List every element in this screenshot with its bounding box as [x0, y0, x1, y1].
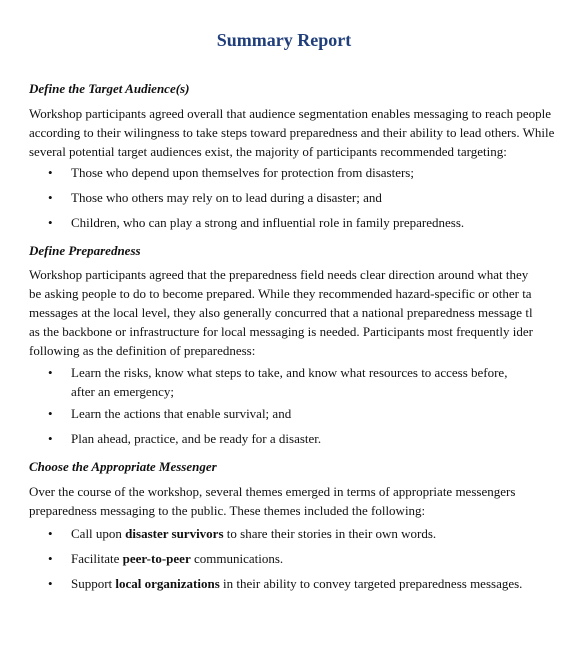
list-item-text: Call upon [71, 526, 126, 541]
list-item [71, 524, 576, 543]
list-item-emphasis: local organizations [115, 576, 220, 591]
bullet-marker: • [48, 190, 53, 205]
list-item [71, 188, 576, 207]
list-item-emphasis: peer-to-peer [122, 551, 191, 566]
list-item [71, 429, 576, 448]
list-item [71, 213, 576, 232]
list-item-text: communications. [190, 551, 284, 566]
list-item-text: Facilitate [71, 551, 123, 566]
paragraph-line: preparedness messaging to the public. These themes included the following: [29, 503, 426, 518]
list-item-text: Learn the risks, know what steps to take, and know what resources to access before, [71, 365, 508, 380]
list-item-text: to share their stories in their own words. [223, 526, 437, 541]
list-item-text: Support [71, 576, 116, 591]
bullet-marker: • [48, 576, 53, 591]
section-paragraph [29, 265, 580, 360]
bullet-marker: • [48, 406, 53, 421]
paragraph-line: Workshop participants agreed overall that audience segmentation enables messaging to reach people [29, 106, 552, 121]
paragraph-line: following as the definition of preparedness: [29, 343, 256, 358]
paragraph-line: be asking people to do to become prepared. While they recommended hazard-specific or other ta [29, 286, 532, 301]
paragraph-line: as the backbone or infrastructure for local messaging is needed. Participants most frequently ider [29, 324, 533, 339]
list-item-text: Plan ahead, practice, and be ready for a disaster. [71, 431, 322, 446]
paragraph-line: Workshop participants agreed that the preparedness field needs clear direction around what they [29, 267, 529, 282]
paragraph-line: several potential target audiences exist, the majority of participants recommended targeting: [29, 144, 507, 159]
list-item [71, 549, 576, 568]
bullet-marker: • [48, 526, 53, 541]
section-heading-target-audience: Define the Target Audience(s) [29, 81, 190, 96]
list-item-text: after an emergency; [71, 384, 174, 399]
list-item-text: Those who others may rely on to lead during a disaster; and [71, 190, 382, 205]
list-item-text: Those who depend upon themselves for protection from disasters; [71, 165, 414, 180]
section-paragraph [29, 104, 580, 161]
list-item [71, 163, 576, 182]
list-item-emphasis: disaster survivors [125, 526, 224, 541]
bullet-marker: • [48, 165, 53, 180]
bullet-marker: • [48, 551, 53, 566]
section-paragraph [29, 482, 580, 520]
section-heading-preparedness: Define Preparedness [29, 243, 141, 258]
list-item [71, 574, 576, 593]
section-heading-messenger: Choose the Appropriate Messenger [29, 459, 217, 474]
list-item-text: Children, who can play a strong and influential role in family preparedness. [71, 215, 465, 230]
bullet-marker: • [48, 431, 53, 446]
list-item-text: in their ability to convey targeted preparedness messages. [219, 576, 523, 591]
list-item-text: Learn the actions that enable survival; and [71, 406, 292, 421]
paragraph-line: Over the course of the workshop, several themes emerged in terms of appropriate messengers [29, 484, 516, 499]
page-title: Summary Report [216, 30, 352, 50]
list-item [71, 404, 576, 423]
bullet-marker: • [48, 215, 53, 230]
list-item [71, 363, 576, 401]
paragraph-line: messages at the local level, they also generally concurred that a national preparedness message tl [29, 305, 533, 320]
paragraph-line: according to their wilingness to take steps toward preparedness and their ability to lead others. While [29, 125, 555, 140]
bullet-marker: • [48, 365, 53, 380]
